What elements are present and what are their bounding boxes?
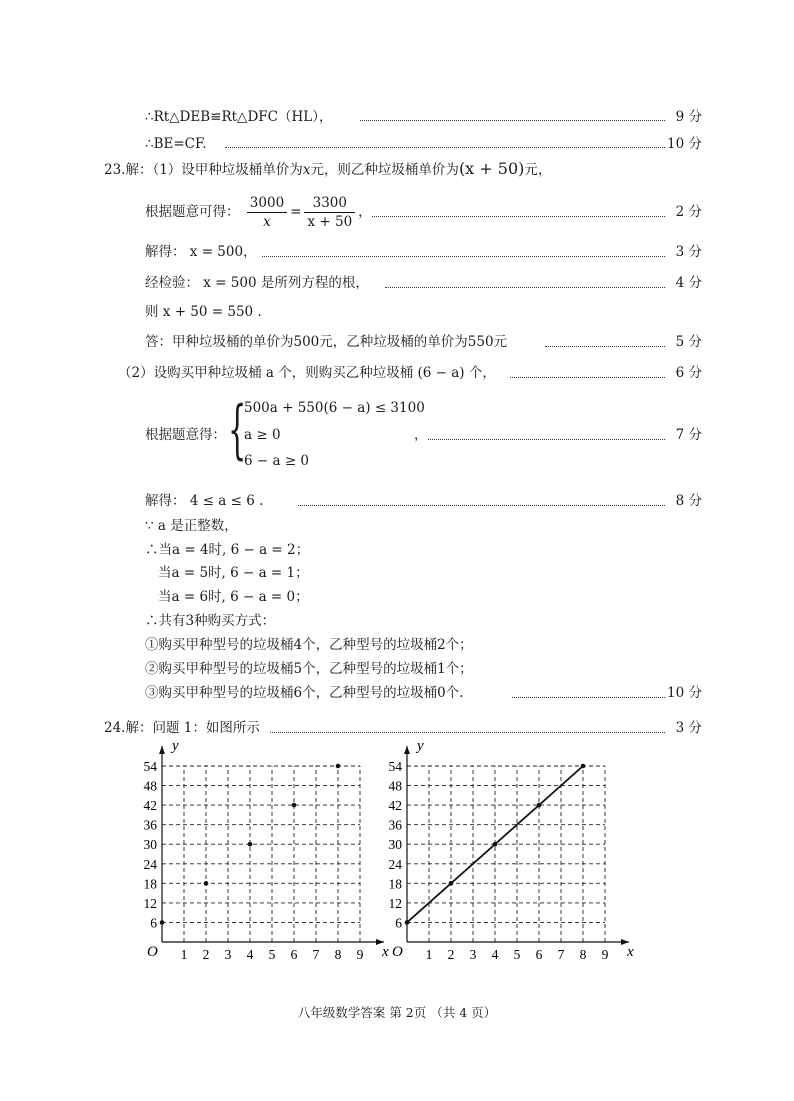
score: 5 分 xyxy=(675,334,702,350)
x-tick-label: 6 xyxy=(535,947,543,962)
line-be-cf: ∴BE=CF. xyxy=(145,136,207,152)
because-line: ∵ a 是正整数， xyxy=(145,518,238,534)
y-tick-label: 18 xyxy=(388,876,402,892)
x-tick-label: 2 xyxy=(202,947,210,962)
y-tick-label: 48 xyxy=(388,778,402,794)
fraction-1 xyxy=(247,194,287,231)
score: 10 分 xyxy=(667,136,702,152)
x-tick-label: 5 xyxy=(513,947,521,962)
system-ineq-2: a ≥ 0 xyxy=(244,427,281,443)
score: 6 分 xyxy=(675,365,702,381)
x-tick-label: 6 xyxy=(290,947,298,962)
system-tail: ， xyxy=(414,427,428,443)
system-ineq-3: 6 − a ≥ 0 xyxy=(244,453,310,469)
x-tick-label: 7 xyxy=(557,947,565,962)
score: 2 分 xyxy=(675,204,702,220)
x-tick-label: 2 xyxy=(447,947,455,962)
origin-label: O xyxy=(392,944,403,960)
option-line-1: ①购买甲种型号的垃圾桶4个，乙种型号的垃圾桶2个； xyxy=(145,637,473,653)
solve-line-1: 解得： x = 500， xyxy=(145,244,257,260)
y-axis-arrow xyxy=(159,746,165,754)
leader-dots xyxy=(298,505,665,506)
fraction-2 xyxy=(304,194,355,231)
fraction-1-numerator: 3000 xyxy=(247,194,287,213)
y-tick-label: 6 xyxy=(395,915,402,931)
leader-dots xyxy=(372,216,665,217)
y-tick-label: 24 xyxy=(143,856,157,872)
score: 10 分 xyxy=(667,685,702,701)
x-tick-label: 4 xyxy=(246,947,254,962)
data-point xyxy=(493,842,498,847)
y-axis-label: y xyxy=(172,738,179,754)
equation-line: 根据题意可得： $\frac{3000}{x}$ = $\frac{3300}{x + 50}$ ， xyxy=(145,195,372,230)
x-tick-label: 1 xyxy=(180,947,188,962)
system-intro: 根据题意得： xyxy=(145,427,226,443)
x-axis-label: x xyxy=(382,944,389,960)
total-line: ∴共有3种购买方式： xyxy=(145,613,276,629)
q23-var-x: x xyxy=(302,162,311,178)
y-tick-label: 54 xyxy=(143,759,157,774)
y-tick-label: 6 xyxy=(150,915,157,931)
score: 9 分 xyxy=(675,109,702,125)
y-tick-label: 36 xyxy=(143,817,157,833)
case-line-2: 当a = 5时, 6 − a = 1； xyxy=(158,565,309,581)
x-tick-label: 9 xyxy=(356,947,364,962)
check-line: 经检验： x = 500 是所列方程的根， xyxy=(145,275,369,291)
y-tick-label: 30 xyxy=(143,837,157,853)
fraction-1-denominator: x xyxy=(263,214,271,230)
data-point xyxy=(336,764,341,769)
x-tick-label: 7 xyxy=(312,947,320,962)
x-tick-label: 1 xyxy=(425,947,433,962)
y-tick-label: 48 xyxy=(143,778,157,794)
case-line-3: 当a = 6时, 6 − a = 0； xyxy=(158,589,309,605)
x-tick-label: 8 xyxy=(579,947,587,962)
x-tick-label: 5 xyxy=(268,947,276,962)
fraction-2-denominator: x + 50 xyxy=(307,214,353,230)
y-tick-label: 18 xyxy=(143,876,157,892)
y-axis-arrow xyxy=(404,746,410,754)
origin-label: O xyxy=(147,944,158,960)
score: 3 分 xyxy=(675,720,702,736)
y-tick-label: 24 xyxy=(388,856,402,872)
x-tick-label: 3 xyxy=(224,947,232,962)
x-tick-label: 4 xyxy=(491,947,499,962)
data-point xyxy=(292,803,297,808)
leader-dots xyxy=(225,147,665,148)
data-point xyxy=(405,920,410,925)
q23-paren: (x + 50) xyxy=(458,159,525,178)
leader-dots xyxy=(385,287,665,288)
q23-heading xyxy=(104,160,551,179)
q23-head: 23.解：（1）设甲种垃圾桶单价为 xyxy=(104,162,303,178)
data-point xyxy=(449,881,454,886)
score: 4 分 xyxy=(675,275,702,291)
data-point xyxy=(160,920,165,925)
y-tick-label: 54 xyxy=(388,759,402,774)
option-line-2: ②购买甲种型号的垃圾桶5个，乙种型号的垃圾桶1个； xyxy=(145,661,473,677)
score: 3 分 xyxy=(675,244,702,260)
answer-line-1: 答：甲种垃圾桶的单价为500元，乙种垃圾桶的单价为550元 xyxy=(145,334,508,350)
data-point xyxy=(581,764,586,769)
y-tick-label: 12 xyxy=(388,895,402,911)
fraction-2-numerator: 3300 xyxy=(304,194,355,213)
part2-line: （2）设购买甲种垃圾桶 a 个，则购买乙种垃圾桶 (6 − a) 个， xyxy=(118,365,496,381)
y-axis-label: y xyxy=(417,738,424,754)
y-tick-label: 30 xyxy=(388,837,402,853)
leader-dots xyxy=(360,120,665,121)
x-tick-label: 3 xyxy=(469,947,477,962)
eq-tail: ， xyxy=(358,204,372,220)
eq-intro: 根据题意可得： xyxy=(145,204,240,220)
score: 7 分 xyxy=(675,427,702,443)
y-tick-label: 42 xyxy=(143,798,157,814)
leader-dots xyxy=(270,732,665,733)
y-tick-label: 36 xyxy=(388,817,402,833)
leader-dots xyxy=(428,439,665,440)
y-tick-label: 42 xyxy=(388,798,402,814)
x-tick-label: 8 xyxy=(334,947,342,962)
option-line-3: ③购买甲种型号的垃圾桶6个，乙种型号的垃圾桶0个. xyxy=(145,685,464,701)
q24-heading: 24.解：问题 1：如图所示 xyxy=(104,720,260,736)
q23-tail: 元， xyxy=(524,162,552,178)
graph-left xyxy=(140,735,395,985)
leader-dots xyxy=(262,256,665,257)
left-brace: { xyxy=(228,393,247,467)
x-tick-label: 9 xyxy=(601,947,609,962)
score: 8 分 xyxy=(675,493,702,509)
x-axis-label: x xyxy=(627,944,634,960)
solve-line-2: 解得： 4 ≤ a ≤ 6 . xyxy=(145,493,264,509)
data-point xyxy=(537,803,542,808)
page-footer: 八年级数学答案 第 2页 （共 4 页） xyxy=(297,1005,497,1020)
data-point xyxy=(204,881,209,886)
then-line: 则 x + 50 = 550 . xyxy=(145,304,262,320)
data-point xyxy=(248,842,253,847)
q23-mid: 元，则乙种垃圾桶单价为 xyxy=(310,162,459,178)
system-ineq-1: 500a + 550(6 − a) ≤ 3100 xyxy=(244,400,425,416)
graph-right xyxy=(385,735,640,985)
case-line-1: ∴当a = 4时, 6 − a = 2； xyxy=(145,542,310,558)
line-congruence: ∴Rt△DEB≌Rt△DFC（HL）， xyxy=(145,109,333,125)
y-tick-label: 12 xyxy=(143,895,157,911)
